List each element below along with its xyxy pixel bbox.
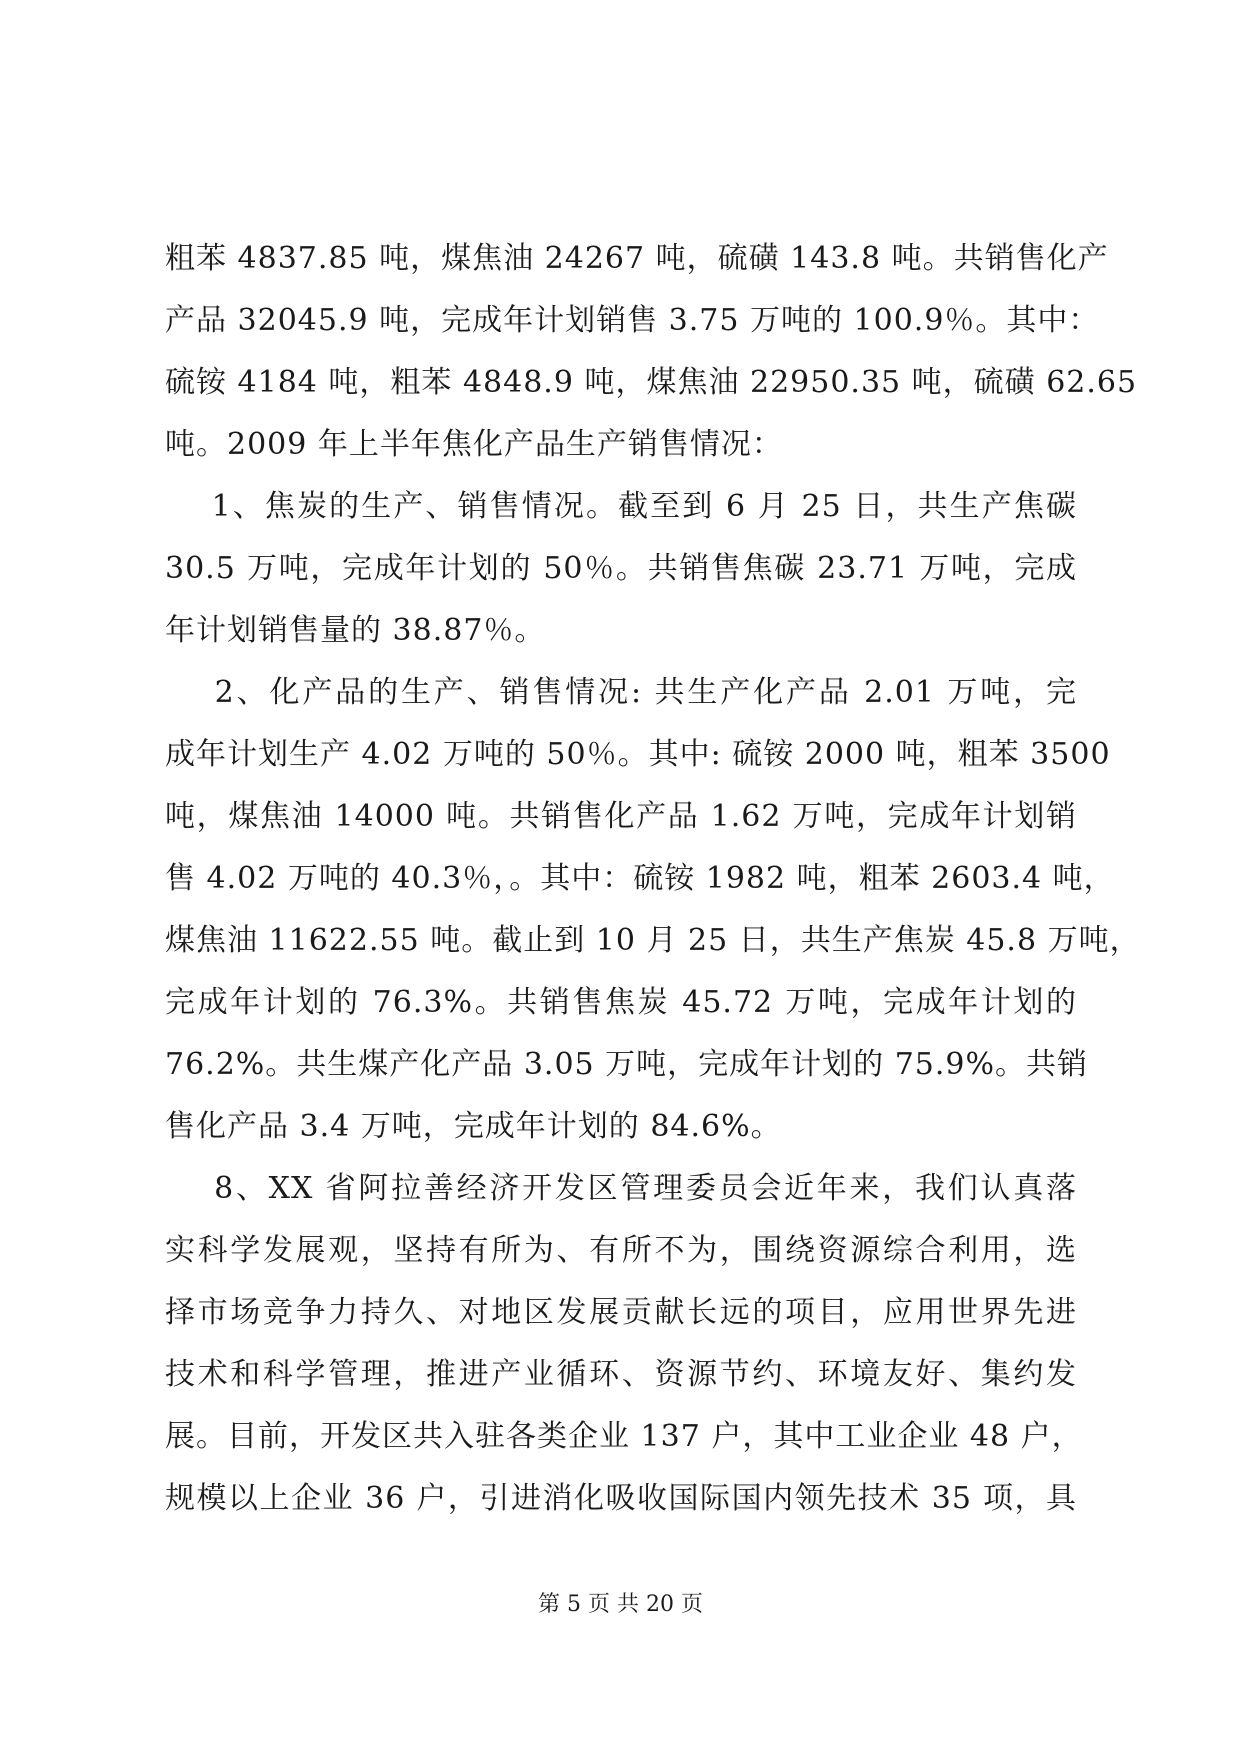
text-line: 2、化产品的生产、销售情况: 共生产化产品 2.01 万吨，完 <box>165 675 1077 710</box>
text-line: 成年计划生产 4.02 万吨的 50％。其中: 硫铵 2000 吨，粗苯 3500 <box>165 737 1111 772</box>
text-line: 规模以上企业 36 户，引进消化吸收国际国内领先技术 35 项，具 <box>165 1481 1077 1516</box>
text-line: 年计划销售量的 38.87％。 <box>165 613 546 648</box>
text-line: 1、焦炭的生产、销售情况。截至到 6 月 25 日，共生产焦碳 <box>165 489 1077 524</box>
text-line: 展。目前，开发区共入驻各类企业 137 户，其中工业企业 48 户， <box>165 1419 1083 1454</box>
body-text <box>165 228 1141 1530</box>
text-line: 售 4.02 万吨的 40.3％，。其中：硫铵 1982 吨，粗苯 2603.4 吨， <box>165 861 1115 896</box>
text-line: 粗苯 4837.85 吨，煤焦油 24267 吨，硫磺 143.8 吨。共销售化产 <box>165 241 1109 276</box>
text-line: 吨，煤焦油 14000 吨。共销售化产品 1.62 万吨，完成年计划销 <box>165 799 1077 834</box>
text-line: 完成年计划的 76.3%。共销售焦炭 45.72 万吨，完成年计划的 <box>165 985 1077 1020</box>
text-line: 择市场竞争力持久、对地区发展贡献长远的项目，应用世界先进 <box>165 1295 1077 1330</box>
text-line: 吨。2009 年上半年焦化产品生产销售情况： <box>165 427 783 462</box>
text-line: 技术和科学管理，推进产业循环、资源节约、环境友好、集约发 <box>165 1357 1077 1392</box>
text-line: 产品 32045.9 吨，完成年计划销售 3.75 万吨的 100.9％。其中： <box>165 303 1100 338</box>
page-footer: 第 5 页 共 20 页 <box>538 1592 703 1617</box>
text-line: 实科学发展观，坚持有所为、有所不为，围绕资源综合利用，选 <box>165 1233 1077 1268</box>
text-line: 硫铵 4184 吨，粗苯 4848.9 吨，煤焦油 22950.35 吨，硫磺 62.65 <box>165 365 1138 400</box>
text-line: 8、XX 省阿拉善经济开发区管理委员会近年来，我们认真落 <box>165 1171 1077 1206</box>
text-line: 售化产品 3.4 万吨，完成年计划的 84.6%。 <box>165 1109 782 1144</box>
text-line: 76.2%。共生煤产化产品 3.05 万吨，完成年计划的 75.9%。共销 <box>165 1047 1089 1082</box>
text-line: 30.5 万吨，完成年计划的 50％。共销售焦碳 23.71 万吨，完成 <box>165 551 1077 586</box>
text-line: 煤焦油 11622.55 吨。截止到 10 月 25 日，共生产焦炭 45.8 万吨， <box>165 923 1141 958</box>
